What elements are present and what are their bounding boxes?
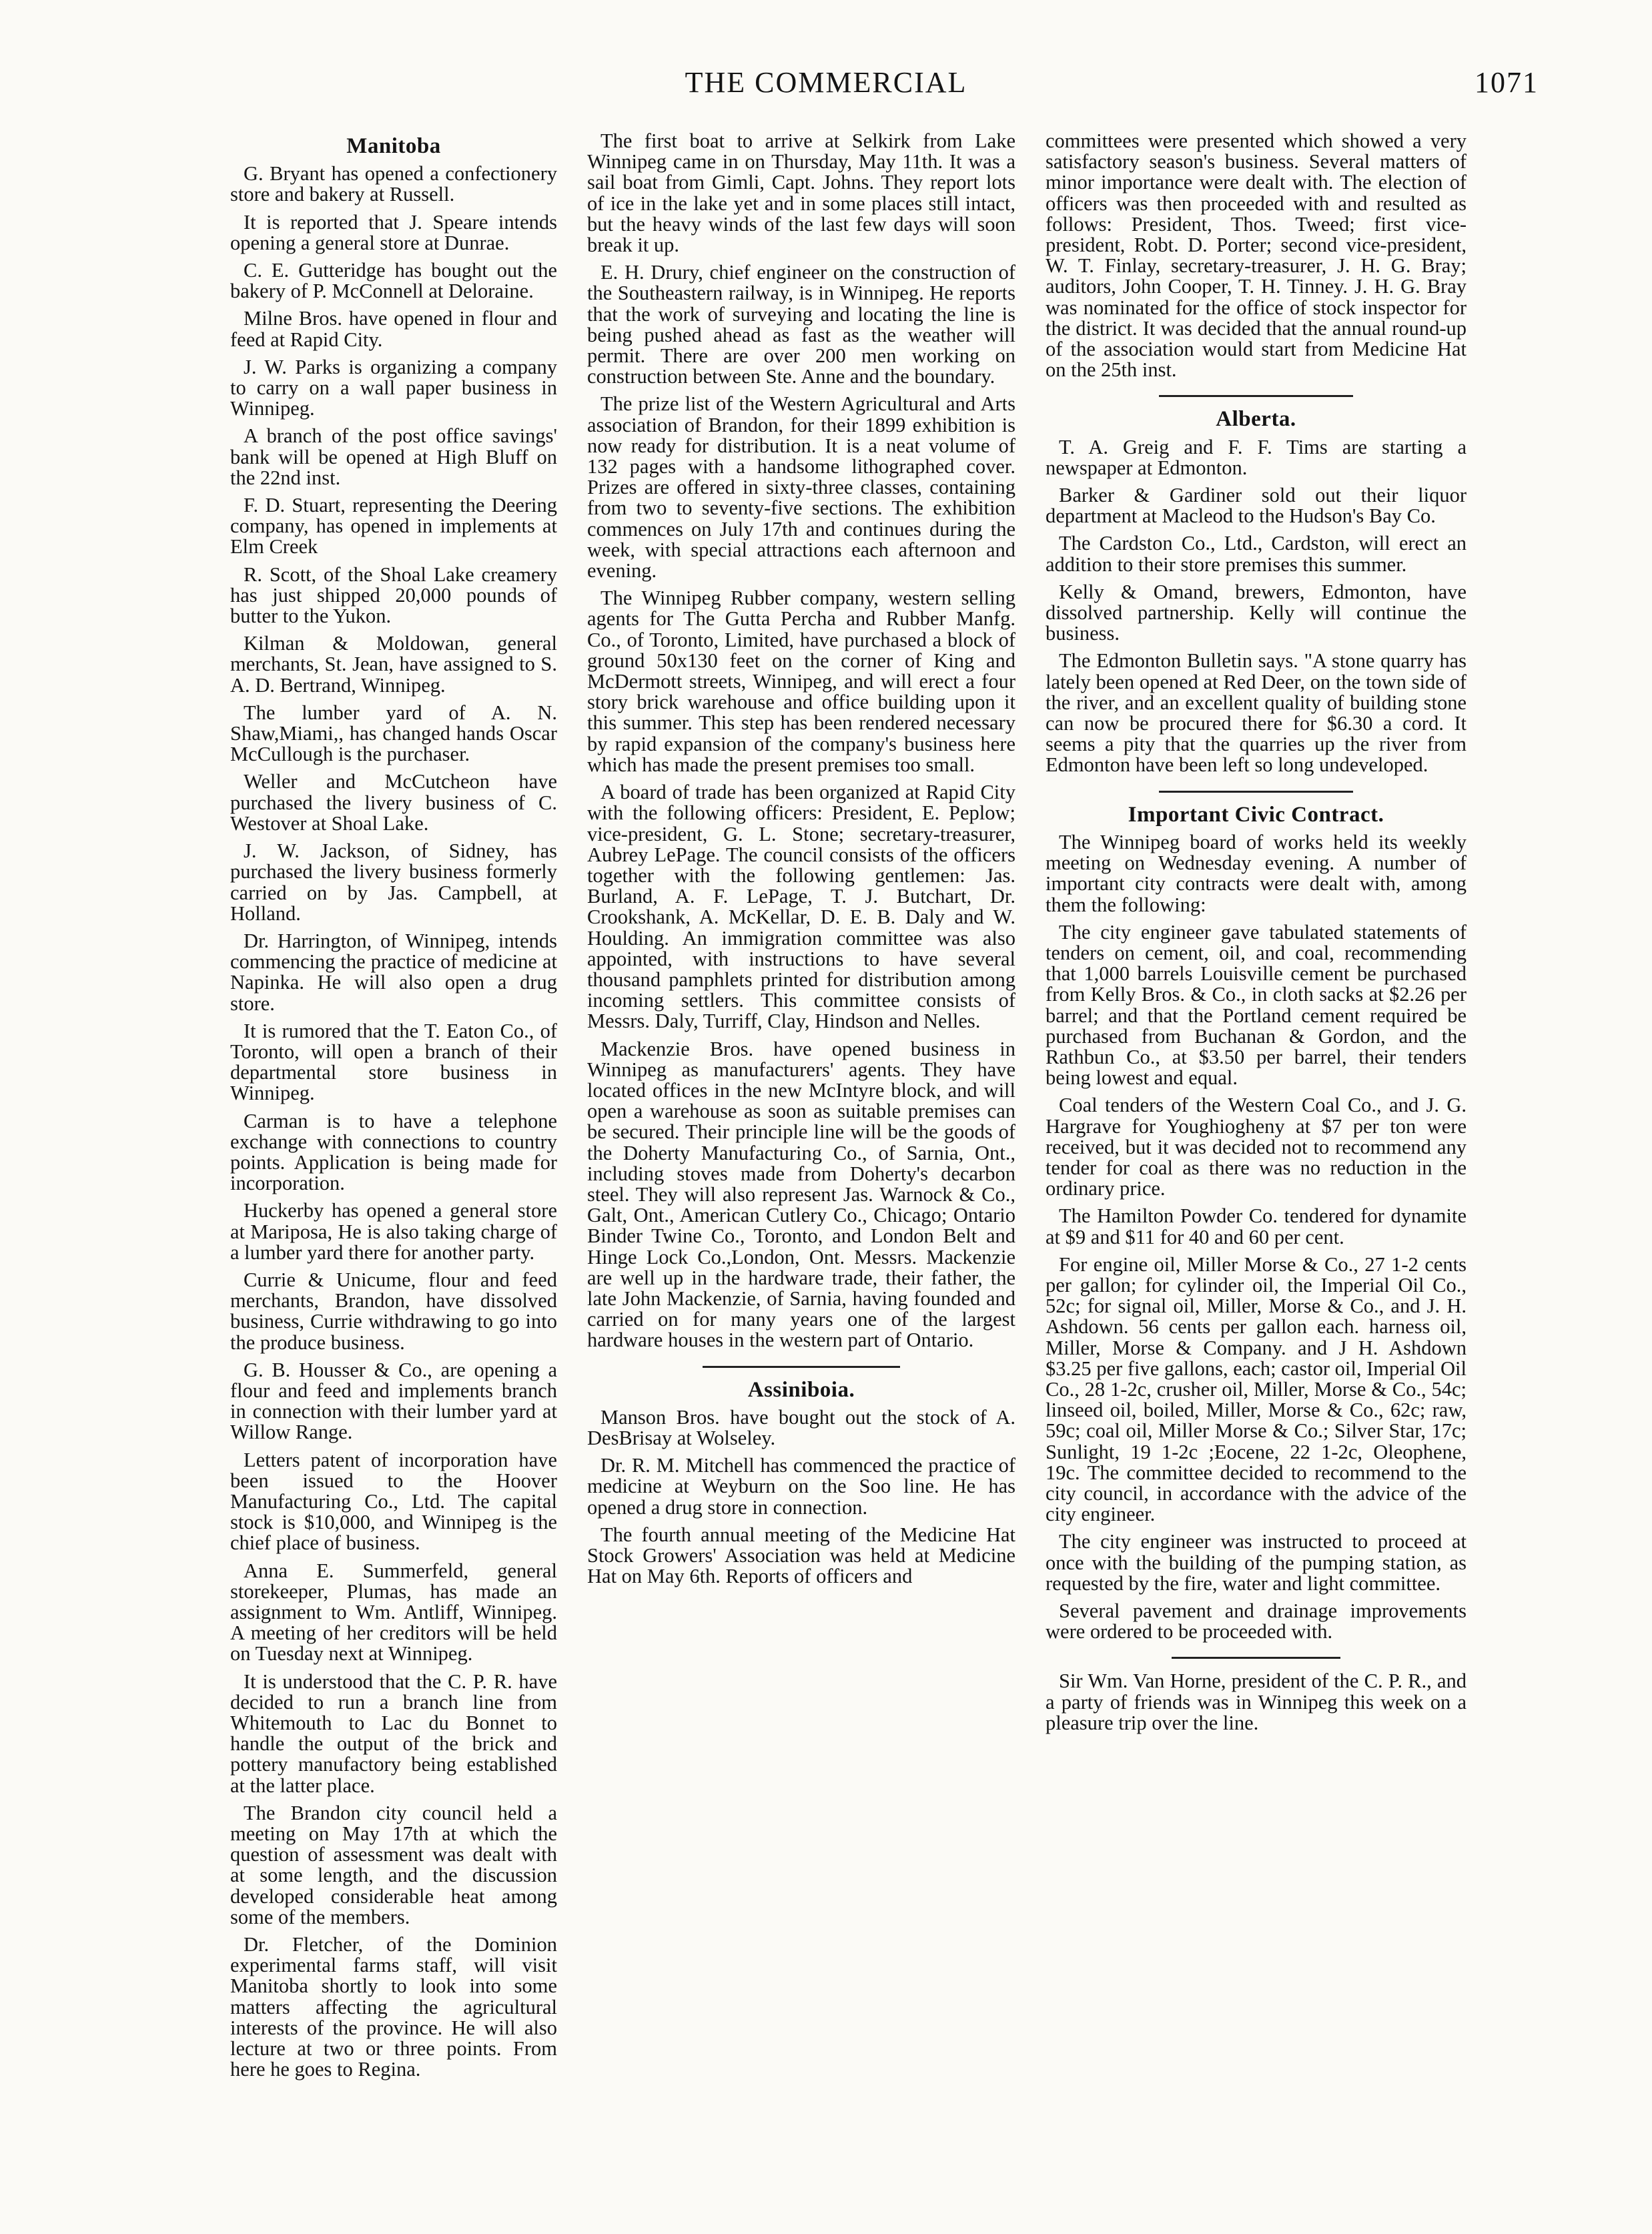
- news-item: Barker & Gardiner sold out their liquor department at Macleod to the Hudson's Bay Co.: [1046, 484, 1467, 528]
- news-item: The first boat to arrive at Selkirk from Lake Winnipeg came in on Thursday, May 11th. It was a sail boat from Gimli, Capt. Johns. They report lots of ice in the lake yet and in some places still intact, but the heavy winds of the last few days will soon break it up.: [587, 129, 1015, 257]
- news-item: F. D. Stuart, representing the Deering company, has opened in implements at Elm Creek: [230, 494, 557, 558]
- news-item: J. W. Jackson, of Sidney, has purchased the livery business formerly carried on by Jas. Campbell, at Holland.: [230, 839, 557, 925]
- section-heading-assiniboia: Assiniboia.: [747, 1377, 855, 1402]
- news-item: A branch of the post office savings' bank will be opened at High Bluff on the 22nd inst.: [230, 424, 557, 489]
- news-item: The Brandon city council held a meeting on May 17th at which the question of assessment was dealt with at some length, and the discussion developed considerable heat among some of the members.: [230, 1801, 557, 1928]
- news-item: Currie & Unicume, flour and feed merchants, Brandon, have dissolved business, Currie withdrawing to go into the produce business.: [230, 1268, 557, 1354]
- news-item: Dr. Harrington, of Winnipeg, intends commencing the practice of medicine at Napinka. He will also open a drug store.: [230, 929, 557, 1015]
- news-item: Letters patent of incorporation have been issued to the Hoover Manufacturing Co., Ltd. The capital stock is $10,000, and Winnipeg is the chief place of business.: [230, 1448, 557, 1555]
- column-1: [230, 131, 557, 2087]
- section-divider: [703, 1366, 899, 1368]
- news-item: G. Bryant has opened a confectionery store and bakery at Russell.: [230, 162, 557, 206]
- news-item: Manson Bros. have bought out the stock of A. DesBrisay at Wolseley.: [587, 1405, 1015, 1449]
- news-item: The fourth annual meeting of the Medicine Hat Stock Growers' Association was held at Medicine Hat on May 6th. Reports of officers and: [587, 1523, 1015, 1588]
- section-divider: [1159, 791, 1352, 793]
- news-item: The Hamilton Powder Co. tendered for dynamite at $9 and $11 for 40 and 60 per cent.: [1046, 1204, 1467, 1248]
- news-item: R. Scott, of the Shoal Lake creamery has just shipped 20,000 pounds of butter to the Yukon.: [230, 563, 557, 628]
- news-item: For engine oil, Miller Morse & Co., 27 1-2 cents per gallon; for cylinder oil, the Imperial Oil Co., 52c; for signal oil, Miller, Morse & Co., and J. H. Ashdown. 56 cents per gallon each. harness oil, Miller, Morse & Company. and J H. Ashdown $3.25 per five gallons, each; castor oil, Imperial Oil Co., 28 1-2c, crusher oil, Miller, Morse & Co., 54c; linseed oil, boiled, Miller, Morse & Co., 62c; raw, 59c; coal oil, Miller Morse & Co.; Silver Star, 17c; Sunlight, 19 1-2c ;Eocene, 22 1-2c, Oleophene, 19c. The committee decided to recommend to the city council, in accordance with the advice of the city engineer.: [1046, 1252, 1467, 1526]
- news-item: C. E. Gutteridge has bought out the bakery of P. McConnell at Deloraine.: [230, 259, 557, 303]
- news-item: G. B. Housser & Co., are opening a flour and feed and implements branch in connection with their lumber yard at Willow Range.: [230, 1358, 557, 1444]
- news-item: A board of trade has been organized at Rapid City with the following officers: President, E. Peplow; vice-president, G. L. Stone; secretary-treasurer, Aubrey LePage. The council consists of the officers together with the following gentlemen: Jas. Burland, A. F. LePage, T. J. Butchart, Dr. Crookshank, A. McKellar, D. E. B. Daly and W. Houlding. An immigration committee was also appointed, with instructions to have several thousand pamphlets printed for distribution among incoming settlers. This committee consists of Messrs. Daly, Turriff, Clay, Hindson and Nelles.: [587, 781, 1015, 1033]
- news-item: Kelly & Omand, brewers, Edmonton, have dissolved partnership. Kelly will continue the business.: [1046, 580, 1467, 645]
- news-item: Sir Wm. Van Horne, president of the C. P. R., and a party of friends was in Winnipeg this week on a pleasure trip over the line.: [1046, 1669, 1467, 1734]
- news-item: The prize list of the Western Agricultural and Arts association of Brandon, for their 1899 exhibition is now ready for distribution. It is a neat volume of 132 pages with a handsome lithographed cover. Prizes are offered in sixty-three classes, containing from two to seventy-five sections. The exhibition commences on July 17th and continues during the week, with special attractions each afternoon and evening.: [587, 392, 1015, 583]
- news-item: The Winnipeg board of works held its weekly meeting on Wednesday evening. A number of important city contracts were dealt with, among them the following:: [1046, 830, 1467, 916]
- news-item: The Winnipeg Rubber company, western selling agents for The Gutta Percha and Rubber Manfg. Co., of Toronto, Limited, have purchased a block of ground 50x130 feet on the corner of King and McDermott streets, Winnipeg, and will erect a four story brick warehouse and office building upon it this summer. This step has been rendered necessary by rapid expansion of the company's business here which has made the present premises too small.: [587, 587, 1015, 776]
- news-item: J. W. Parks is organizing a company to carry on a wall paper business in Winnipeg.: [230, 355, 557, 420]
- section-heading-civic-contract: Important Civic Contract.: [1128, 802, 1384, 827]
- news-item: Mackenzie Bros. have opened business in Winnipeg as manufacturers' agents. They have located offices in the new McIntyre block, and will open a warehouse as soon as suitable premises can be secured. Their principle line will be the goods of the Doherty Manufacturing Co., of Sarnia, Ont., including stoves made from Doherty's decarbon steel. They will also represent Jas. Warnock & Co., Galt, Ont., American Cutlery Co., Chicago; Ontario Binder Twine Co., Toronto, and London Belt and Hinge Lock Co.,London, Ont. Messrs. Mackenzie are well up in the hardware trade, their father, the late John Mackenzie, of Sarnia, having founded and carried on for many years one of the largest hardware houses in the western part of Ontario.: [587, 1037, 1015, 1352]
- news-item: It is reported that J. Speare intends opening a general store at Dunrae.: [230, 210, 557, 254]
- section-heading-alberta: Alberta.: [1216, 407, 1296, 432]
- news-item: Huckerby has opened a general store at Mariposa, He is also taking charge of a lumber yard there for another party.: [230, 1199, 557, 1264]
- news-item: Dr. R. M. Mitchell has commenced the practice of medicine at Weyburn on the Soo line. He has opened a drug store in connection.: [587, 1454, 1015, 1519]
- section-divider: [1159, 395, 1352, 397]
- news-item: It is understood that the C. P. R. have decided to run a branch line from Whitemouth to Lac du Bonnet to handle the output of the brick and pottery manufactory being established at the latter place.: [230, 1669, 557, 1797]
- page-number: 1071: [1475, 66, 1539, 99]
- news-item: The lumber yard of A. N. Shaw,Miami,, has changed hands Oscar McCullough is the purchaser.: [230, 701, 557, 766]
- news-item: Several pavement and drainage improvements were ordered to be proceeded with.: [1046, 1599, 1467, 1643]
- news-item: Carman is to have a telephone exchange with connections to country points. Application is being made for incorporation.: [230, 1109, 557, 1195]
- news-item: T. A. Greig and F. F. Tims are starting a newspaper at Edmonton.: [1046, 435, 1467, 479]
- news-item: Coal tenders of the Western Coal Co., and J. G. Hargrave for Youghiogheny at $7 per ton were received, but it was decided not to recommend any tender for coal as there was no reduction in the ordinary price.: [1046, 1094, 1467, 1200]
- column-3: [1046, 131, 1467, 1740]
- manitoba-items: [230, 163, 557, 2080]
- news-item: Dr. Fletcher, of the Dominion experimental farms staff, will visit Manitoba shortly to look into some matters affecting the agricultural interests of the province. He will also lecture at two or three points. From here he goes to Regina.: [230, 1933, 557, 2081]
- news-item: It is rumored that the T. Eaton Co., of Toronto, will open a branch of their departmental store business in Winnipeg.: [230, 1019, 557, 1105]
- news-item: The city engineer was instructed to proceed at once with the building of the pumping station, as requested by the fire, water and light committee.: [1046, 1530, 1467, 1595]
- news-item: committees were presented which showed a very satisfactory season's business. Several matters of minor importance were dealt with. The election of officers was then proceeded with and resulted as follows: President, Thos. Tweed; first vice-president, Robt. D. Porter; second vice-president, W. T. Finlay, secretary-treasurer, J. H. G. Bray; auditors, John Cooper, T. H. Tinney. J. H. G. Bray was nominated for the office of stock inspector for the district. It was decided that the annual round-up of the association would start from Medicine Hat on the 25th inst.: [1046, 129, 1467, 382]
- section-heading-manitoba: Manitoba: [346, 134, 441, 158]
- news-item: The Cardston Co., Ltd., Cardston, will erect an addition to their store premises this summer.: [1046, 532, 1467, 576]
- news-item: Kilman & Moldowan, general merchants, St. Jean, have assigned to S. A. D. Bertrand, Winnipeg.: [230, 632, 557, 697]
- news-item: Milne Bros. have opened in flour and feed at Rapid City.: [230, 307, 557, 351]
- page-header: [107, 65, 1545, 112]
- section-divider: [1172, 1657, 1340, 1659]
- publication-title: THE COMMERCIAL: [685, 66, 967, 99]
- news-item: Weller and McCutcheon have purchased the livery business of C. Westover at Shoal Lake.: [230, 770, 557, 835]
- news-item: The Edmonton Bulletin says. "A stone quarry has lately been opened at Red Deer, on the town side of the river, and an excellent quality of building stone can now be procured there for $6.30 a cord. It seems a pity that the quarries up the river from Edmonton have been left so long undeveloped.: [1046, 649, 1467, 777]
- column-2: [587, 131, 1015, 1593]
- news-item: E. H. Drury, chief engineer on the construction of the Southeastern railway, is in Winnipeg. He reports that the work of surveying and locating the line is being pushed ahead as fast as the weather will permit. There are over 200 men working on construction between Ste. Anne and the boundary.: [587, 261, 1015, 388]
- news-item: The city engineer gave tabulated statements of tenders on cement, oil, and coal, recommending that 1,000 barrels Louisville cement be purchased from Kelly Bros. & Co., in cloth sacks at $2.26 per barrel; and that the Portland cement required be purchased from Buchanan & Gordon, and the Rathbun Co., at $3.50 per barrel, their tenders being lowest and equal.: [1046, 920, 1467, 1090]
- news-item: Anna E. Summerfeld, general storekeeper, Plumas, has made an assignment to Wm. Antliff, Winnipeg. A meeting of her creditors will be held on Tuesday next at Winnipeg.: [230, 1559, 557, 1665]
